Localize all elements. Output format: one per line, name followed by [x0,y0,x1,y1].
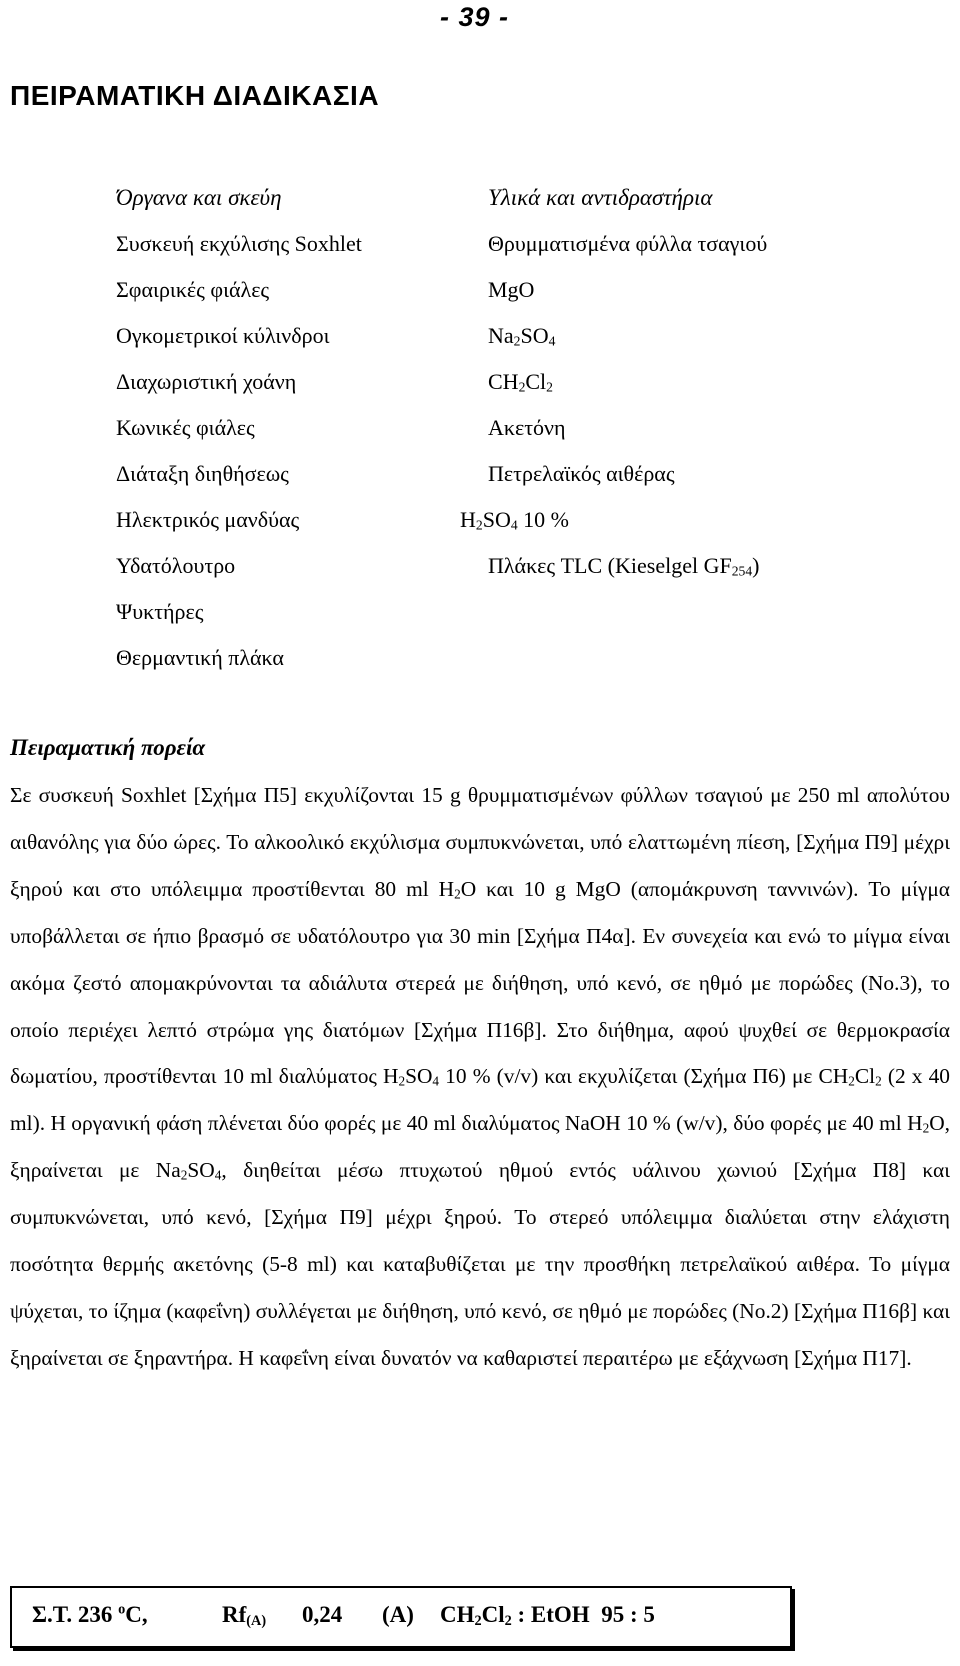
rf-number: 0,24 [302,1602,343,1627]
material-item: MgO [488,277,535,302]
instrument-item: Σφαιρικές φιάλες [116,277,270,302]
procedure-heading: Πειραματική πορεία [10,735,206,760]
instrument-item: Ψυκτήρες [116,599,204,624]
page-number: - 39 - [440,2,510,32]
instrument-item: Διαχωριστική χοάνη [116,369,297,394]
page-title: ΠΕΙΡΑΜΑΤΙΚΗ ΔΙΑΔΙΚΑΣΙΑ [10,80,380,111]
instruments-column [116,175,362,681]
rf-value: $Rf_{(A)}$ [222,1602,267,1629]
instrument-item: Ογκομετρικοί κύλινδροι [116,323,330,348]
procedure-text: Σε συσκευή Soxhlet [Σχήμα Π5] εκχυλίζονται 15 g θρυμματισμένων φύλλων τσαγιού με 250 ml απολύτου αιθανόλης για δύο ώρες. Το αλκοολικό εκχύλισμα συμπυκνώνεται, υπό ελαττωμένη πίεση, [Σχήμα Π9] μέχρι ξηρού και στο υπόλειμμα προστίθενται 80 ml $H_2O$ και 10 g MgO (απομάκρυνση ταννινών). Το μίγμα υποβάλλεται σε ήπιο βρασμό σε υδατόλουτρο για 30 min [Σχήμα Π4α]. Εν συνεχεία και ενώ το μίγμα είναι ακόμα ζεστό απομακρύνονται τα αδιάλυτα στερεά με διήθηση, υπό κενό, σε ηθμό με πορώδες (No.3), το οποίο περιέχει λεπτό στρώμα γης διατόμων [Σχήμα Π16β]. Στο διήθημα, αφού ψυχθεί σε θερμοκρασία δωματίου, προστίθενται 10 ml διαλύματος $H_2SO_4$ 10 % (v/v) και εκχυλίζεται (Σχήμα Π6) με $CH_2Cl_2$ (2 x 40 ml). Η οργανική φάση πλένεται δύο φορές με 40 ml διαλύματος NaOH 10 % (w/v), δύο φορές με 40 ml $H_2O$, ξηραίνεται με $Na_2SO_4$, διηθείται μέσω πτυχωτού ηθμού εντός υάλινου χωνιού [Σχήμα Π8] και συμπυκνώνεται, υπό κενό, [Σχήμα Π9] μέχρι ξηρού. Το στερεό υπόλειμμα διαλύεται στην ελάχιστη ποσότητα θερμής ακετόνης (5-8 ml) και καταβυθίζεται με την προσθήκη πετρελαϊκού αιθέρα. Το μίγμα ψύχεται, το ίζημα (καφεΐνη) συλλέγεται με διήθηση, υπό κενό, σε ηθμό με πορώδες (No.2) [Σχήμα Π16β] και ξηραίνεται σε ξηραντήρα. Η καφεΐνη είναι δυνατόν να καθαριστεί περαιτέρω με εξάχνωση [Σχήμα Π17]. [10,783,950,1370]
material-item-h2so4: $H_2SO_4$ 10 % [460,507,569,533]
instrument-item: Θερμαντική πλάκα [116,645,284,670]
melting-point: Σ.Τ. 236 $^o$C, [32,1601,148,1627]
material-item-tlc: Πλάκες TLC (Kieselgel $GF_{254}$) [488,553,760,579]
materials-column [460,175,768,589]
materials-heading: Υλικά και αντιδραστήρια [488,185,713,210]
material-item: Ακετόνη [488,415,566,440]
instrument-item: Διάταξη διηθήσεως [116,461,289,486]
instruments-heading: Όργανα και σκεύη [116,185,282,210]
material-item: Πετρελαϊκός αιθέρας [488,461,675,486]
instrument-item: Κωνικές φιάλες [116,415,255,440]
instrument-item: Ηλεκτρικός μανδύας [116,507,300,532]
material-item: Θρυμματισμένα φύλλα τσαγιού [488,231,768,256]
results-box [10,1586,792,1648]
solvent-system: $CH_2Cl_2$ : EtOH 95 : 5 [440,1602,655,1629]
instrument-item: Υδατόλουτρο [116,553,236,578]
solvent-label: (A) [382,1602,414,1627]
instrument-item: Συσκευή εκχύλισης Soxhlet [116,231,362,256]
material-item-na2so4: $Na_2SO_4$ [488,323,556,349]
material-item-ch2cl2: $CH_2Cl_2$ [488,369,553,395]
